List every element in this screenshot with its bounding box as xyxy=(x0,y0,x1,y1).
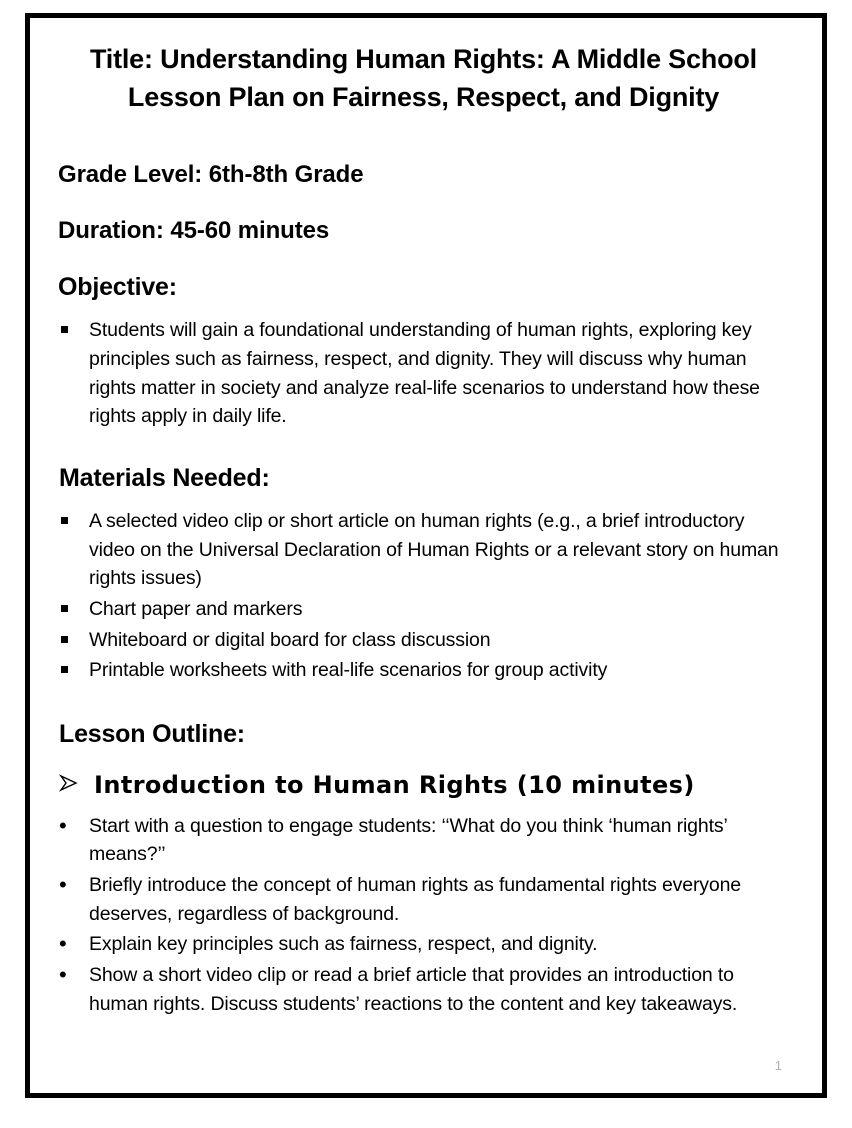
lesson-outline-heading: Lesson Outline: xyxy=(59,719,245,748)
list-item: • Briefly introduce the concept of human rights as fundamental rights everyone deserves, regardless of background. xyxy=(56,871,790,928)
list-item: Students will gain a foundational understanding of human rights, exploring key principles such as fairness, respect, and dignity. They will discuss why human rights matter in society and analyze real-life scenarios to understand how these rights apply in daily life. xyxy=(56,316,790,431)
duration-line: Duration: 45-60 minutes xyxy=(58,217,330,245)
objective-heading: Objective: xyxy=(58,273,177,302)
list-item: Whiteboard or digital board for class discussion xyxy=(56,626,790,655)
list-item: Printable worksheets with real-life scenarios for group activity xyxy=(56,656,790,685)
list-item: A selected video clip or short article on human rights (e.g., a brief introductory video on the Universal Declaration of Human Rights or a relevant story on human rights issues) xyxy=(56,507,790,593)
list-item: • Show a short video clip or read a brief article that provides an introduction to human rights. Discuss students’ reactions to the content and key takeaways. xyxy=(56,961,790,1018)
slide-content-area xyxy=(30,18,822,1093)
list-item: • Start with a question to engage students: ‘‘What do you think ‘human rights’ means?’’ xyxy=(56,812,790,869)
list-item: • Explain key principles such as fairness, respect, and dignity. xyxy=(56,930,790,959)
introduction-bullet-list xyxy=(43,812,804,1019)
materials-needed-heading: Materials Needed: xyxy=(59,463,270,492)
objective-bullet-list xyxy=(43,316,804,431)
introduction-subsection-heading xyxy=(56,771,804,800)
grade-level-line: Grade Level: 6th-8th Grade xyxy=(58,160,364,188)
arrow-right-bullet-icon xyxy=(58,772,80,794)
introduction-subsection-label: Introduction to Human Rights (10 minutes) xyxy=(94,770,695,799)
page-number: 1 xyxy=(774,1058,782,1073)
slide-frame xyxy=(25,13,827,1098)
page-title: Title: Understanding Human Rights: A Middle School Lesson Plan on Fairness, Respect, and Dignity xyxy=(89,44,757,113)
materials-bullet-list xyxy=(43,507,804,685)
list-item: Chart paper and markers xyxy=(56,595,790,624)
